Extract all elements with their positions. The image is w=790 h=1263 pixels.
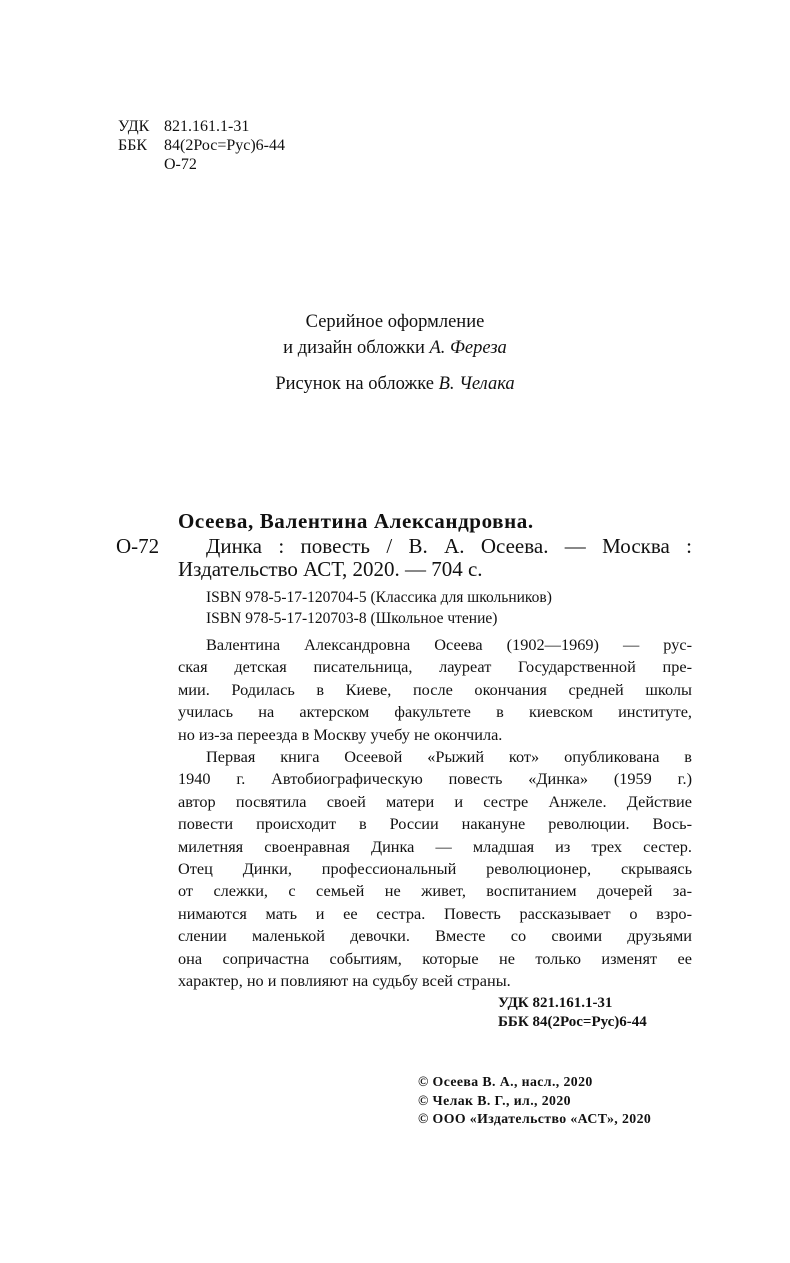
annotation-line: слении маленькой девочки. Вместе со своими друзьями [178,926,692,946]
bottom-udk: УДК 821.161.1-31 [498,995,613,1011]
credits-cover-illustration: Рисунок на обложке В. Челака [275,374,515,394]
annotation-line: от слежки, с семьей не живет, воспитанием дочерей за- [178,881,692,901]
bbk-label: ББК [118,137,148,154]
copyright-block [418,1073,651,1129]
udk-label: УДК [118,118,150,135]
annotation-line: ская детская писательница, лауреат Государственной пре- [178,657,692,677]
annotation-line: повести происходит в России накануне революции. Вось- [178,814,692,834]
catalog-author: Осеева, Валентина Александровна. [178,509,534,533]
cover-designer-name: А. Фереза [429,338,507,358]
isbn-2: ISBN 978-5-17-120703-8 (Школьное чтение) [206,610,498,627]
copyright-line: © Челак В. Г., ил., 2020 [418,1092,571,1108]
copyright-line: © ООО «Издательство «АСТ», 2020 [418,1111,652,1126]
annotation-line: 1940 г. Автобиографическую повесть «Динка» (1959 г.) [178,769,692,789]
bbk-value: 84(2Рос=Рус)6-44 [164,137,286,154]
top-classification-codes [118,117,285,174]
annotation-line: училась на актерском факультете в киевском институте, [178,702,692,722]
annotation-paragraph-1 [178,634,692,746]
annotation-line: но из-за переезда в Москву учебу не окончила. [178,724,503,744]
annotation [178,634,692,993]
annotation-line: мии. Родилась в Киеве, после окончания средней школы [178,679,692,699]
credits-series-design [0,309,790,361]
isbn-1: ISBN 978-5-17-120704-5 (Классика для школьников) [206,589,552,606]
udk-value: 821.161.1-31 [164,118,250,135]
annotation-line: автор посвятила своей матери и сестре Анжеле. Действие [178,791,692,811]
annotation-line: Валентина Александровна Осеева (1902—1969) — рус- [206,635,692,654]
annotation-line: Отец Динки, профессиональный революционер, скрываясь [178,859,692,879]
catalog-author-mark: О-72 [116,534,160,558]
annotation-line: характер, но и повлияют на судьбу всей страны. [178,971,511,991]
credits-line-1: Серийное оформление [305,312,485,332]
copyright-line: © Осеева В. А., насл., 2020 [418,1074,593,1089]
annotation-line: Первая книга Осеевой «Рыжий кот» опубликована в [206,747,692,767]
cover-illustrator-name: В. Челака [438,374,515,394]
catalog-title-line-2: Издательство АСТ, 2020. — 704 с. [178,557,483,581]
annotation-line: нимаются мать и ее сестра. Повесть рассказывает о взро- [178,903,692,923]
bottom-bbk: ББК 84(2Рос=Рус)6-44 [498,1014,647,1030]
annotation-line: милетняя своенравная Динка — младшая из трех сестер. [178,836,692,856]
author-mark: О-72 [164,156,197,173]
credits-line-2: и дизайн обложки А. Фереза [283,338,507,358]
bottom-classification-codes [498,994,647,1032]
annotation-line: она сопричастна событиям, которые не только изменят ее [178,948,692,968]
catalog-title-line-1: Динка : повесть / В. А. Осеева. — Москва : [206,534,692,558]
annotation-paragraph-2 [178,746,692,992]
